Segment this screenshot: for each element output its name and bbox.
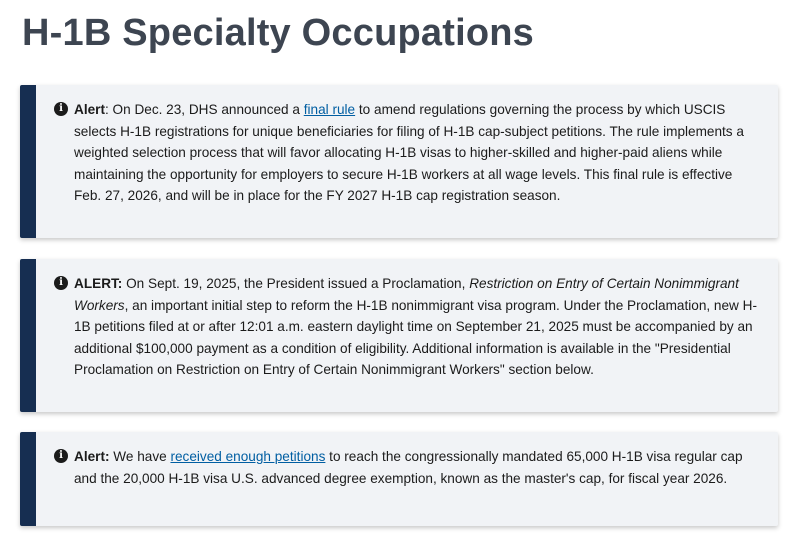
received-enough-petitions-link[interactable]: received enough petitions	[170, 449, 326, 464]
alert-text: to amend regulations governing the process by which USCIS selects H-1B registrations for unique beneficiaries for filing of H-1B cap-subject petitions. The rule implements a weighted selection process that will favor allocating H-1B visas to higher-skilled and higher-paid aliens while maintaining the opportunity for employers to secure H-1B workers at all wage levels. This final rule is effective Feb. 27, 2026, and will be in place for the FY 2027 H-1B cap registration season.	[74, 102, 744, 204]
alert-label: Alert	[74, 102, 105, 117]
alert-text: On Dec. 23, DHS announced a	[112, 102, 304, 117]
alert-label: ALERT:	[74, 276, 123, 291]
alert-cap-reached	[20, 432, 778, 526]
alert-label: Alert:	[74, 449, 110, 464]
final-rule-link[interactable]: final rule	[303, 102, 356, 117]
alert-body	[54, 273, 760, 381]
page-title: H-1B Specialty Occupations	[22, 12, 535, 54]
alert-text: On Sept. 19, 2025, the President issued a Proclamation,	[122, 276, 470, 291]
proclamation-title: Restriction on Entry of Certain Nonimmigrant Workers	[74, 276, 739, 313]
alert-text: , an important initial step to reform the H-1B nonimmigrant visa program. Under the Proclamation, new H-1B petitions filed at or after 12:01 a.m. eastern daylight time on September 21, 2025 must be accompanied by an additional $100,000 payment as a condition of eligibility. Additional information is available in the "Presidential Proclamation on Restriction on Entry of Certain Nonimmigrant Workers" section below.	[74, 297, 757, 378]
info-icon: i	[54, 102, 68, 116]
alert-body	[54, 99, 760, 207]
alert-text: to reach the congressionally mandated 65,000 H-1B visa regular cap and the 20,000 H-1B visa U.S. advanced degree exemption, known as the master's cap, for fiscal year 2026.	[74, 449, 743, 486]
alert-final-rule	[20, 85, 778, 238]
alert-label-colon: :	[104, 102, 113, 117]
alert-text: We have	[109, 449, 171, 464]
alert-body	[54, 446, 760, 489]
alert-proclamation	[20, 259, 778, 412]
info-icon: i	[54, 449, 68, 463]
info-icon: i	[54, 276, 68, 290]
